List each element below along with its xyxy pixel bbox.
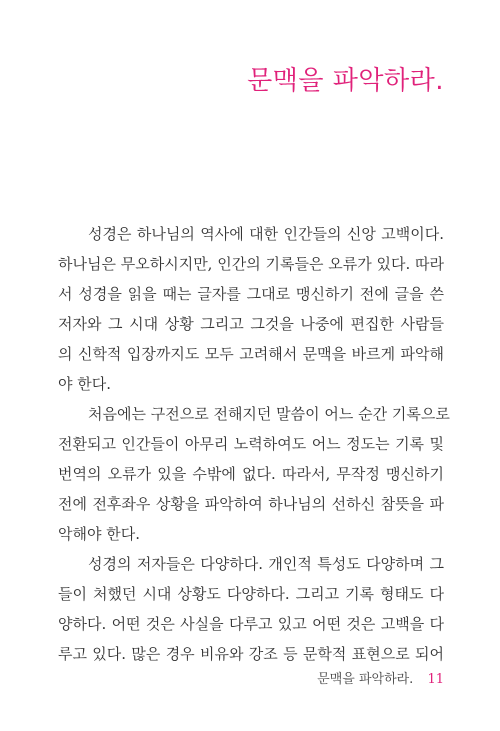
text-line: 번역의 오류가 있을 수밖에 없다. 따라서, 무작정 맹신하기 — [58, 465, 444, 483]
text-line: 악해야 한다. — [58, 525, 140, 543]
text-line: 의 신학적 입장까지도 모두 고려해서 문맥을 바르게 파악해 — [58, 345, 444, 363]
paragraph-3 — [58, 549, 444, 669]
paragraph-2 — [58, 399, 450, 549]
page-number: 11 — [427, 672, 444, 687]
chapter-title: 문맥을 파악하라. — [247, 66, 444, 96]
page-footer — [317, 668, 444, 687]
text-line: 저자와 그 시대 상황 그리고 그것을 나중에 편집한 사람들 — [58, 315, 444, 333]
text-line: 전에 전후좌우 상황을 파악하여 하나님의 선하신 참뜻을 파 — [58, 495, 444, 513]
running-title: 문맥을 파악하라. — [317, 672, 414, 687]
text-line: 서 성경을 읽을 때는 글자를 그대로 맹신하기 전에 글을 쓴 — [58, 285, 444, 303]
text-line: 하나님은 무오하시지만, 인간의 기록들은 오류가 있다. 따라 — [58, 255, 444, 273]
body-text — [58, 219, 450, 669]
text-line: 성경의 저자들은 다양하다. 개인적 특성도 다양하며 그 — [88, 555, 444, 573]
text-line: 루고 있다. 많은 경우 비유와 강조 등 문학적 표현으로 되어 — [58, 645, 444, 663]
paragraph-1 — [58, 219, 444, 399]
text-line: 전환되고 인간들이 아무리 노력하여도 어느 정도는 기록 및 — [58, 435, 444, 453]
text-line: 야 한다. — [58, 375, 112, 393]
text-line: 양하다. 어떤 것은 사실을 다루고 있고 어떤 것은 고백을 다 — [58, 615, 444, 633]
text-line: 성경은 하나님의 역사에 대한 인간들의 신앙 고백이다. — [88, 225, 444, 243]
text-line: 들이 처했던 시대 상황도 다양하다. 그리고 기록 형태도 다 — [58, 585, 444, 603]
text-line: 처음에는 구전으로 전해지던 말씀이 어느 순간 기록으로 — [88, 405, 450, 423]
